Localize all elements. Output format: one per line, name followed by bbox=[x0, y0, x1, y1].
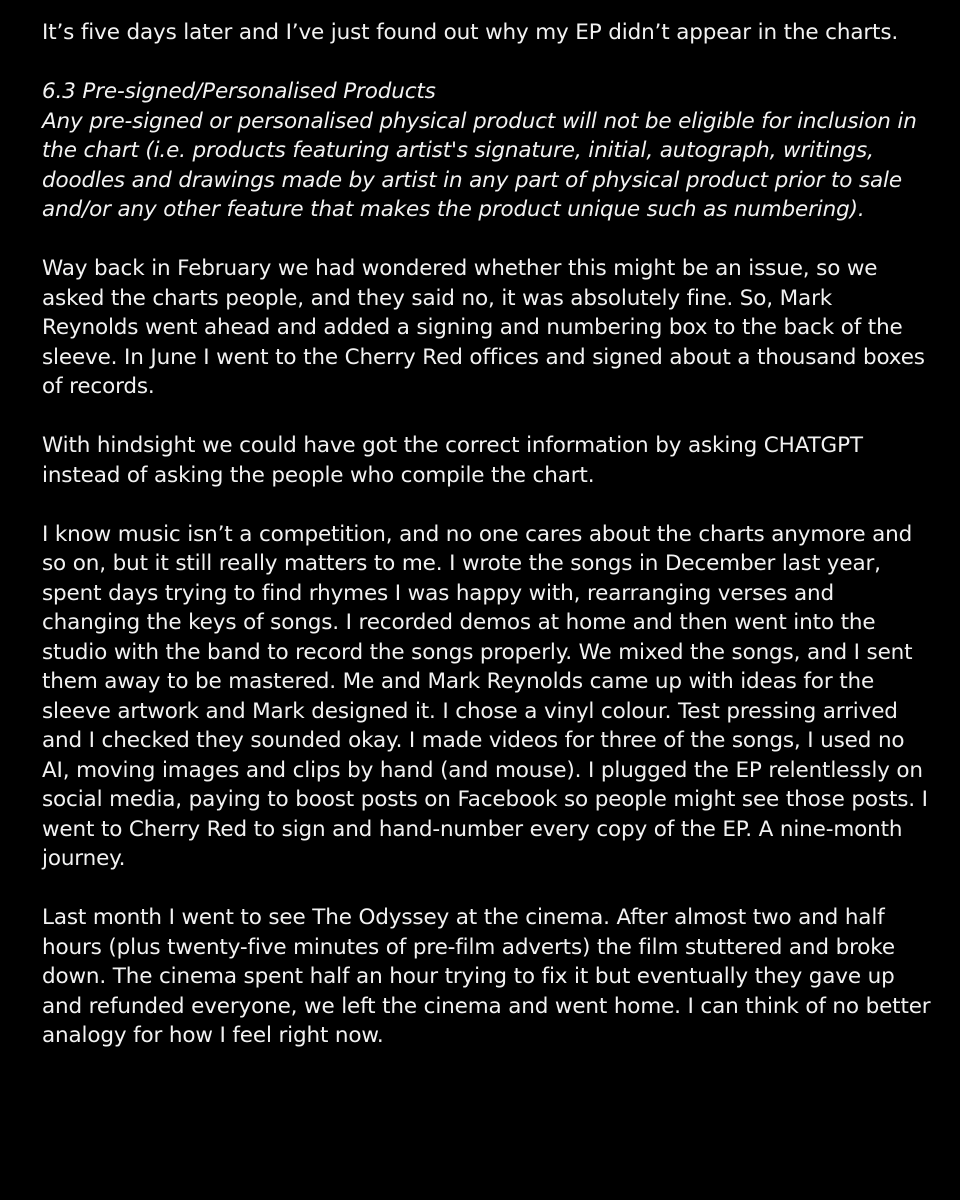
paragraph-journey: I know music isn’t a competition, and no one cares about the charts anymore and so on, but it still really matters to me. I wrote the songs in December last year, spent days trying to find rhymes I was happy with, rearranging verses and changing the keys of songs. I recorded demos at home and then went into the studio with the band to record the songs properly. We mixed the songs, and I sent them away to be mastered. Me and Mark Reynolds came up with ideas for the sleeve artwork and Mark designed it. I chose a vinyl colour. Test pressing arrived and I checked they sounded okay. I made videos for three of the songs, I used no AI, moving images and clips by hand (and mouse). I plugged the EP relentlessly on social media, paying to boost posts on Facebook so people might see those posts. I went to Cherry Red to sign and hand-number every copy of the EP. A nine-month journey. bbox=[42, 521, 928, 871]
paragraph-february: Way back in February we had wondered whether this might be an issue, so we asked the charts people, and they said no, it was absolutely fine. So, Mark Reynolds went ahead and added a signing and numbering box to the back of the sleeve. In June I went to the Cherry Red offices and signed about a thousand boxes of records. bbox=[42, 256, 925, 399]
paragraph-intro: It’s five days later and I’ve just found out why my EP didn’t appear in the charts. bbox=[42, 20, 899, 45]
rule-heading: 6.3 Pre-signed/Personalised Products bbox=[42, 79, 436, 104]
paragraph-odyssey: Last month I went to see The Odyssey at the cinema. After almost two and half hours (plus twenty-five minutes of pre-film adverts) the film stuttered and broke down. The cinema spent half an hour trying to fix it but eventually they gave up and refunded everyone, we left the cinema and went home. I can think of no better analogy for how I feel right now. bbox=[42, 905, 931, 1048]
quoted-rule bbox=[42, 77, 932, 225]
paragraph-hindsight: With hindsight we could have got the correct information by asking CHATGPT instead of asking the people who compile the chart. bbox=[42, 433, 863, 488]
rule-body: Any pre-signed or personalised physical product will not be eligible for inclusion in the chart (i.e. products featuring artist's signature, initial, autograph, writings, doodles and drawings made by artist in any part of physical product prior to sale and/or any other feature that makes the product unique such as numbering). bbox=[42, 108, 917, 222]
document-body bbox=[42, 18, 932, 1080]
